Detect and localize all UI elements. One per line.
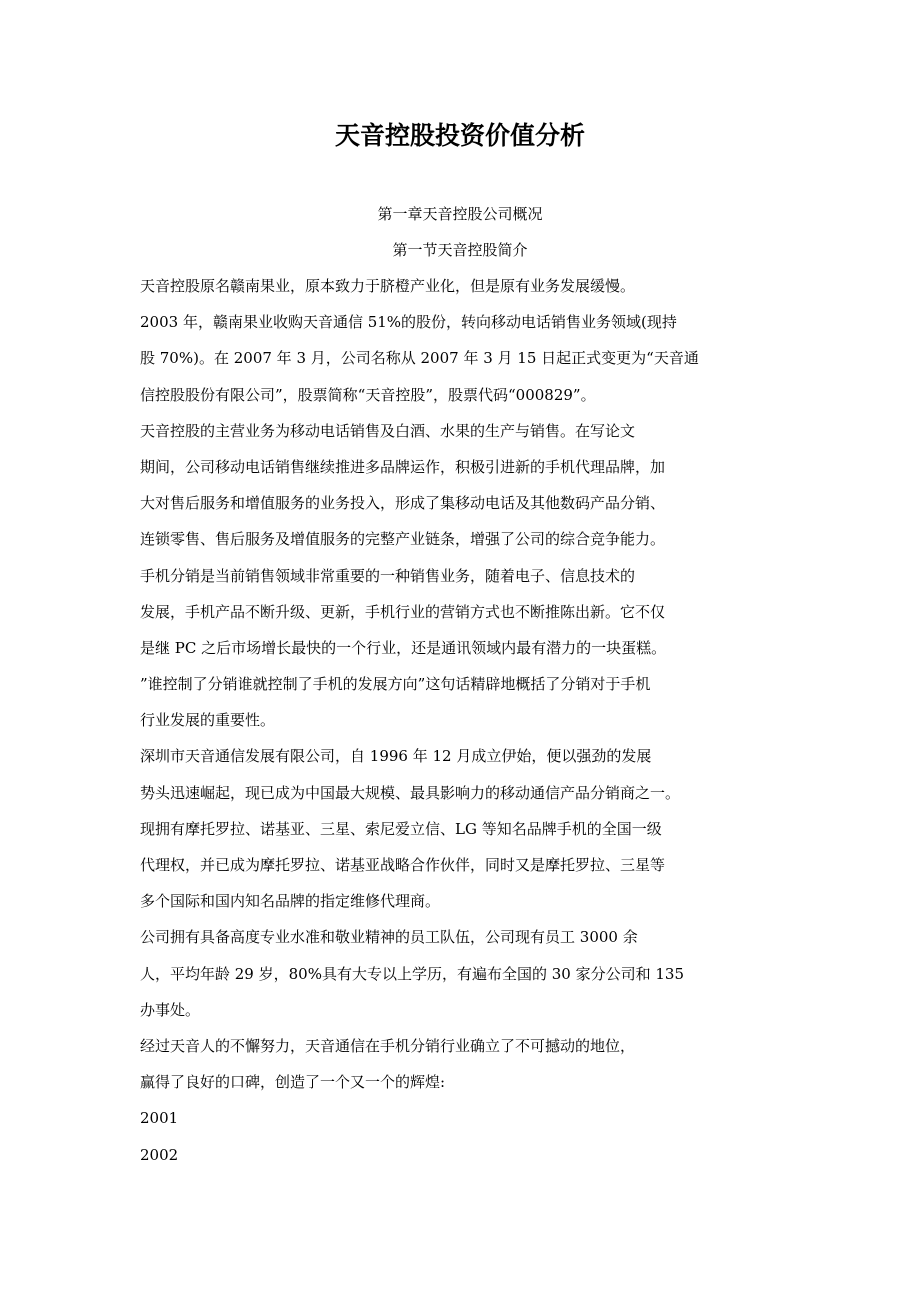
text-line: 公司拥有具备高度专业水准和敬业精神的员工队伍，公司现有员工 3000 余: [140, 928, 638, 947]
text-line: 人，平均年龄 29 岁，80%具有大专以上学历，有遍布全国的 30 家分公司和 135: [140, 964, 684, 983]
text-line: 天音控股原名赣南果业，原本致力于脐橙产业化，但是原有业务发展缓慢。: [140, 277, 636, 295]
text-line: 行业发展的重要性。: [140, 711, 276, 730]
body-text: [140, 272, 730, 1177]
text-line: 多个国际和国内知名品牌的指定维修代理商。: [140, 892, 441, 911]
text-line: 2003 年，赣南果业收购天音通信 51%的股份，转向移动电话销售业务领域(现持: [140, 313, 677, 332]
text-line: 手机分销是当前销售领域非常重要的一种销售业务，随着电子、信息技术的: [140, 566, 636, 585]
text-line: 代理权，并已成为摩托罗拉、诺基亚战略合作伙伴，同时又是摩托罗拉、三星等: [140, 856, 666, 874]
text-line: 势头迅速崛起，现已成为中国最大规模、最具影响力的移动通信产品分销商之一。: [140, 783, 681, 802]
text-line: 深圳市天音通信发展有限公司，自 1996 年 12 月成立伊始，便以强劲的发展: [140, 747, 652, 766]
chapter-heading: 第一章天音控股公司概况: [377, 205, 543, 223]
text-line: 是继 PC 之后市场增长最快的一个行业，还是通讯领域内最有潜力的一块蛋糕。: [140, 638, 667, 657]
text-line: 天音控股的主营业务为移动电话销售及白酒、水果的生产与销售。在写论文: [140, 421, 636, 440]
text-line: 大对售后服务和增值服务的业务投入，形成了集移动电话及其他数码产品分销、: [140, 494, 666, 513]
text-line: 期间，公司移动电话销售继续推进多品牌运作，积极引进新的手机代理品牌，加: [140, 457, 666, 476]
text-line: ”谁控制了分销谁就控制了手机的发展方向”这句话精辟地概括了分销对于手机: [140, 675, 651, 694]
text-line: 连锁零售、售后服务及增值服务的完整产业链条，增强了公司的综合竞争能力。: [140, 530, 666, 549]
text-line: 现拥有摩托罗拉、诺基亚、三星、索尼爱立信、LG 等知名品牌手机的全国一级: [140, 819, 662, 838]
document-title: 天音控股投资价值分析: [334, 121, 585, 150]
text-line: 2002: [140, 1145, 179, 1164]
text-line: 办事处。: [140, 1000, 201, 1019]
text-line: 赢得了良好的口碑，创造了一个又一个的辉煌:: [140, 1073, 446, 1092]
section-heading: 第一节天音控股简介: [392, 241, 528, 259]
text-line: 2001: [140, 1109, 179, 1128]
text-line: 股 70%)。在 2007 年 3 月，公司名称从 2007 年 3 月 15 日起正式变更为“天音通: [140, 349, 699, 368]
text-line: 发展，手机产品不断升级、更新，手机行业的营销方式也不断推陈出新。它不仅: [140, 602, 666, 621]
text-line: 信控股股份有限公司”，股票简称“天音控股”，股票代码“000829”。: [140, 385, 596, 404]
text-line: 经过天音人的不懈努力，天音通信在手机分销行业确立了不可撼动的地位，: [140, 1036, 636, 1055]
